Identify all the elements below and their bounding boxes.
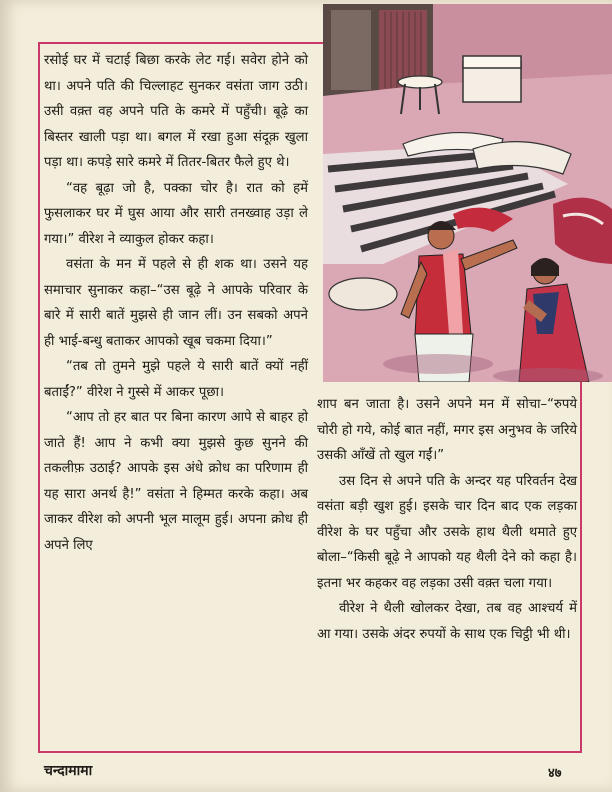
paragraph-4: “तब तो तुमने मुझे पहले ये सारी बातें क्यों नहीं बताईं?” वीरेश ने गुस्से में आकर पूछा। [44,359,308,400]
paragraph-7: उस दिन से अपने पति के अन्दर यह परिवर्तन देख वसंता बड़ी खुश हुई। इसके चार दिन बाद एक लड़का वीरेश के घर पहुँचा और उसके हाथ थैली थमाते हुए बोला–“किसी बूढ़े ने आपको यह थैली देने को कहा है। इतना भर कहकर वह लड़का उसी वक़्त चला गया। [317,473,577,591]
story-right-column [317,392,577,647]
paragraph-1: रसोई घर में चटाई बिछा करके लेट गई। सवेरा होने को था। अपने पति की चिल्लाहट सुनकर वसंता जाग उठी। उसी वक़्त वह अपने पति के कमरे में पहुँची। बूढ़े का बिस्तर खाली पड़ा था। बगल में रखा हुआ संदूक़ खुला पड़ा था। कपड़े सारे कमरे में तितर-बितर फैले हुए थे। [44,53,308,170]
paragraph-2: “वह बूढ़ा जो है, पक्का चोर है। रात को हमें फुसलाकर घर में घुस आया और सारी तनख्वाह उड़ा ले गया।” वीरेश ने व्याकुल होकर कहा। [44,180,308,247]
magazine-name: चन्दामामा [44,763,93,779]
paragraph-8: वीरेश ने थैली खोलकर देखा, तब वह आश्चर्य में आ गया। उसके अंदर रुपयों के साथ एक चिट्ठी भी थी। [317,601,577,642]
paragraph-6: शाप बन जाता है। उसने अपने मन में सोचा–“रुपये चोरी हो गये, कोई बात नहीं, मगर इस अनुभव के जरिये उसकी आँखें तो खुल गईं।” [317,397,577,463]
paragraph-5: “आप तो हर बात पर बिना कारण आपे से बाहर हो जाते हैं! आप ने कभी क्या मुझसे कुछ सुनने की तकलीफ़ उठाई? आपके इस अंधे क्रोध का परिणाम ही यह सारा अनर्थ है!” वसंता ने हिम्मत करके कहा। अब जाकर वीरेश को अपनी भूल मालूम हुई। अपना क्रोध ही अपने लिए [44,410,308,553]
story-illustration [323,4,612,382]
page-number: ४७ [548,766,562,781]
story-left-column [44,48,308,558]
paragraph-3: वसंता के मन में पहले से ही शक था। उसने यह समाचार सुनाकर कहा–“उस बूढ़े ने आपके परिवार के बारे में सारी बातें मुझसे ही जान लीं। उन सबको अपने ही भाई-बन्धु बताकर आपको खूब चकमा दिया।” [44,257,308,349]
